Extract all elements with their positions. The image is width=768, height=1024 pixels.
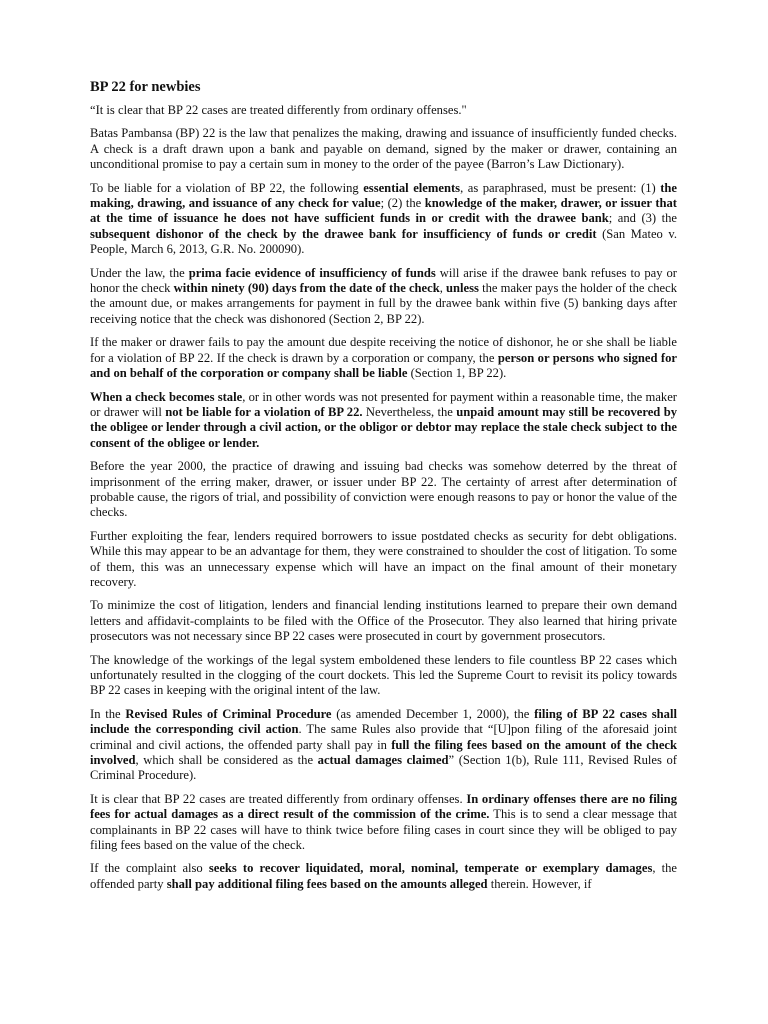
bold-text-run: When a check becomes stale <box>90 389 243 404</box>
bold-text-run: shall pay additional filing fees based on the amounts alleged <box>166 876 488 891</box>
text-run: ” (Section 1(b), Rule 111, Revised Rules of Criminal Procedure). <box>90 753 677 783</box>
text-run: If the complaint also <box>90 861 209 876</box>
bold-text-run: actual damages claimed <box>317 753 449 768</box>
bold-text-run: subsequent dishonor of the check by the drawee bank for insufficiency of funds or credit <box>90 226 597 241</box>
paragraph <box>90 861 677 892</box>
document-page <box>90 70 677 900</box>
text-run: If the maker or drawer fails to pay the amount due despite receiving the notice of dishonor, he or she shall be liable for a violation of BP 22. If the check is drawn by a corporation or company, the <box>90 335 677 365</box>
bold-text-run: unpaid amount may still be recovered by the obligee or lender through a civil action, or the obligor or debtor may replace the stale check subject to the consent of the obligee or lender. <box>90 404 678 450</box>
text-run: , <box>439 281 447 296</box>
text-run: the maker pays the holder of the check the amount due, or makes arrangements for payment in full by the drawee bank within five (5) banking days after receiving notice that the check was dishonored (Section 2, BP 22). <box>90 281 677 326</box>
text-run: therein. However, if <box>487 876 592 891</box>
text-run: , which shall be considered as the <box>135 753 318 768</box>
text-run: Further exploiting the fear, lenders required borrowers to issue postdated checks as security for debt obligations. While this may appear to be an advantage for them, they were constrained to shoulder the cost of litigation. To some of them, this was an unnecessary expense which will have an impact on the final amount of their monetary recovery. <box>90 528 677 589</box>
bold-text-run: essential elements <box>363 180 461 195</box>
bold-text-run: filing of BP 22 cases shall include the corresponding civil action <box>90 706 677 737</box>
text-run: Before the year 2000, the practice of drawing and issuing bad checks was somehow deterred by the threat of imprisonment of the erring maker, drawer, or issuer under BP 22. The certainty of arrest after determination of probable cause, the rigors of trial, and possibility of conviction were enough reasons to pay or honor the value of the checks. <box>90 459 677 520</box>
text-run: , or in other words was not presented for payment within a reasonable time, the maker or drawer will <box>90 389 677 419</box>
paragraph <box>90 103 677 118</box>
text-run: The knowledge of the workings of the legal system emboldened these lenders to file countless BP 22 cases which unfortunately resulted in the clogging of the court dockets. This led the Supreme Court to revisit its policy towards BP 22 cases in keeping with the original intent of the law. <box>90 652 677 698</box>
text-run: To minimize the cost of litigation, lenders and financial lending institutions learned to prepare their own demand letters and affidavit-complaints to be filed with the Office of the Prosecutor. They also learned that hiring private prosecutors was not necessary since BP 22 cases were prosecuted in court by government prosecutors. <box>90 598 677 644</box>
bold-text-run: person or persons who signed for and on behalf of the corporation or company shall be liable <box>90 350 678 381</box>
text-run: Under the law, the <box>90 265 189 280</box>
text-run: (as amended December 1, 2000), the <box>331 706 535 721</box>
text-run: ; (2) the <box>380 196 425 211</box>
paragraph <box>90 792 677 854</box>
bold-text-run: full the filing fees based on the amount of the check involved <box>90 737 677 768</box>
bold-text-run: the making, drawing, and issuance of any check for value <box>90 180 678 211</box>
text-run: This is to send a clear message that complainants in BP 22 cases will have to think twice before filing cases in court since they will be obliged to pay filing fees based on the value of the check. <box>90 807 677 853</box>
bold-text-run: Revised Rules of Criminal Procedure <box>125 706 332 721</box>
paragraph <box>90 126 677 172</box>
paragraph <box>90 529 677 591</box>
document-body <box>90 103 677 892</box>
paragraph <box>90 707 677 784</box>
bold-text-run: within ninety (90) days from the date of the check <box>173 281 440 296</box>
paragraph <box>90 598 677 644</box>
text-run: Batas Pambansa (BP) 22 is the law that penalizes the making, drawing and issuance of insufficiently funded checks. A check is a draft drawn upon a bank and payable on demand, signed by the maker or drawer, containing an unconditional promise to pay a certain sum in money to the order of the payee (Barron’s Law Dictionary). <box>90 126 677 172</box>
text-run: will arise if the drawee bank refuses to pay or honor the check <box>90 265 677 296</box>
bold-text-run: seeks to recover liquidated, moral, nominal, temperate or exemplary damages <box>208 861 653 876</box>
paragraph <box>90 459 677 521</box>
text-run: ; and (3) the <box>608 211 677 226</box>
text-run: , the offended party <box>90 861 677 891</box>
paragraph <box>90 181 677 258</box>
bold-text-run: unless <box>446 281 479 296</box>
text-run: , as paraphrased, must be present: (1) <box>460 180 661 195</box>
text-run: (San Mateo v. People, March 6, 2013, G.R. No. 200090). <box>90 226 677 257</box>
bold-text-run: not be liable for a violation of BP 22. <box>165 404 363 419</box>
text-run: . The same Rules also provide that “[U]pon filing of the aforesaid joint criminal and civil actions, the offended party shall pay in <box>90 722 677 752</box>
paragraph <box>90 390 677 452</box>
paragraph <box>90 335 677 381</box>
bold-text-run: knowledge of the maker, drawer, or issuer that at the time of issuance he does not have sufficient funds in or credit with the drawee bank <box>90 196 678 226</box>
document-title: BP 22 for newbies <box>90 79 201 95</box>
paragraph <box>90 653 677 699</box>
text-run: In the <box>90 706 126 721</box>
text-run: (Section 1, BP 22). <box>407 366 507 381</box>
text-run: “It is clear that BP 22 cases are treated differently from ordinary offenses." <box>90 103 467 117</box>
text-run: To be liable for a violation of BP 22, the following <box>90 180 364 195</box>
text-run: Nevertheless, the <box>362 404 457 419</box>
text-run: It is clear that BP 22 cases are treated differently from ordinary offenses. <box>90 791 467 806</box>
bold-text-run: prima facie evidence of insufficiency of funds <box>188 265 436 280</box>
bold-text-run: In ordinary offenses there are no filing fees for actual damages as a direct result of the commission of the crime. <box>90 791 677 822</box>
paragraph <box>90 266 677 328</box>
